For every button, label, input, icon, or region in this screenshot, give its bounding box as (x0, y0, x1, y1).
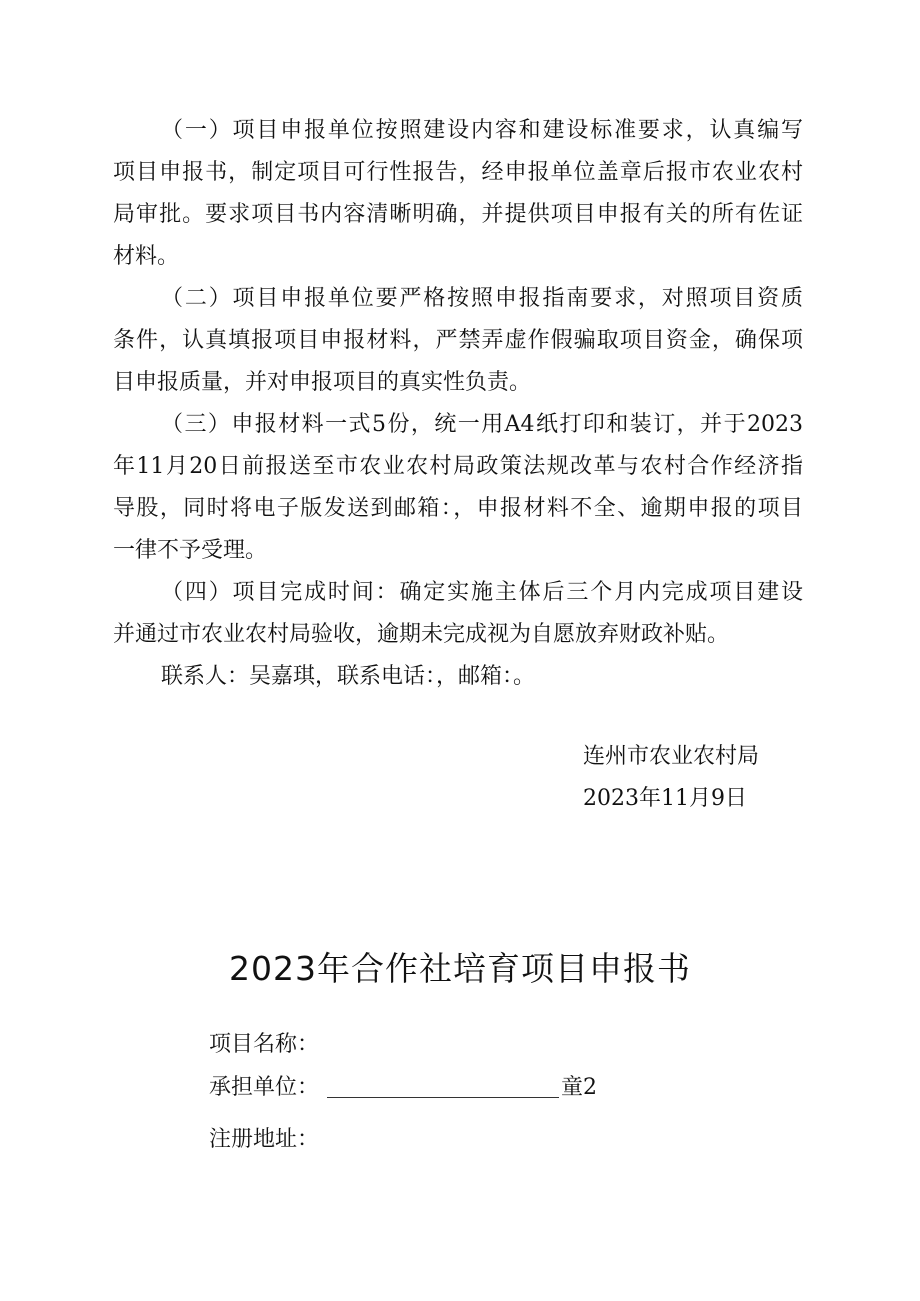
paragraph-3-line-1: （三）申报材料一式5份，统一用A4纸打印和装订，并于2023 (161, 412, 803, 437)
paragraph-3-line-2: 年11月20日前报送至市农业农村局政策法规改革与农村合作经济指 (113, 454, 803, 479)
unit-suffix: 童2 (561, 1075, 598, 1100)
paragraph-2-line-3: 目申报质量，并对申报项目的真实性负责。 (113, 370, 532, 395)
unit-field (209, 1068, 597, 1108)
contact-line: 联系人：吴嘉琪，联系电话：，邮箱：。 (161, 664, 536, 689)
paragraph-4-line-2: 并通过市农业农村局验收，逾期未完成视为自愿放弃财政补贴。 (113, 622, 730, 647)
address-label: 注册地址： (209, 1127, 320, 1152)
unit-blank-line (327, 1071, 559, 1098)
paragraph-4-line-1: （四）项目完成时间：确定实施主体后三个月内完成项目建设 (161, 580, 803, 605)
paragraph-1-line-3: 局审批。要求项目书内容清晰明确，并提供项目申报有关的所有佐证 (113, 202, 803, 227)
signature-org: 连州市农业农村局 (583, 744, 760, 769)
paragraph-1-line-1: （一）项目申报单位按照建设内容和建设标准要求，认真编写 (161, 118, 803, 143)
paragraph-3-line-3: 导股，同时将电子版发送到邮箱：，申报材料不全、逾期申报的项目 (113, 496, 803, 521)
unit-label: 承担单位： (209, 1075, 320, 1100)
paragraph-1-line-4: 材料。 (113, 244, 180, 269)
address-field (209, 1120, 319, 1160)
form-title: 2023年合作社培育项目申报书 (229, 949, 691, 988)
project-name-label: 项目名称： (209, 1032, 320, 1057)
paragraph-1-line-2: 项目申报书，制定项目可行性报告，经申报单位盖章后报市农业农村 (113, 160, 803, 185)
paragraph-3-line-4: 一律不予受理。 (113, 538, 268, 563)
project-name-field (209, 1025, 319, 1065)
paragraph-2-line-2: 条件，认真填报项目申报材料，严禁弄虚作假骗取项目资金，确保项 (113, 328, 803, 353)
paragraph-2-line-1: （二）项目申报单位要严格按照申报指南要求，对照项目资质 (161, 286, 803, 311)
signature-date: 2023年11月9日 (583, 786, 747, 811)
